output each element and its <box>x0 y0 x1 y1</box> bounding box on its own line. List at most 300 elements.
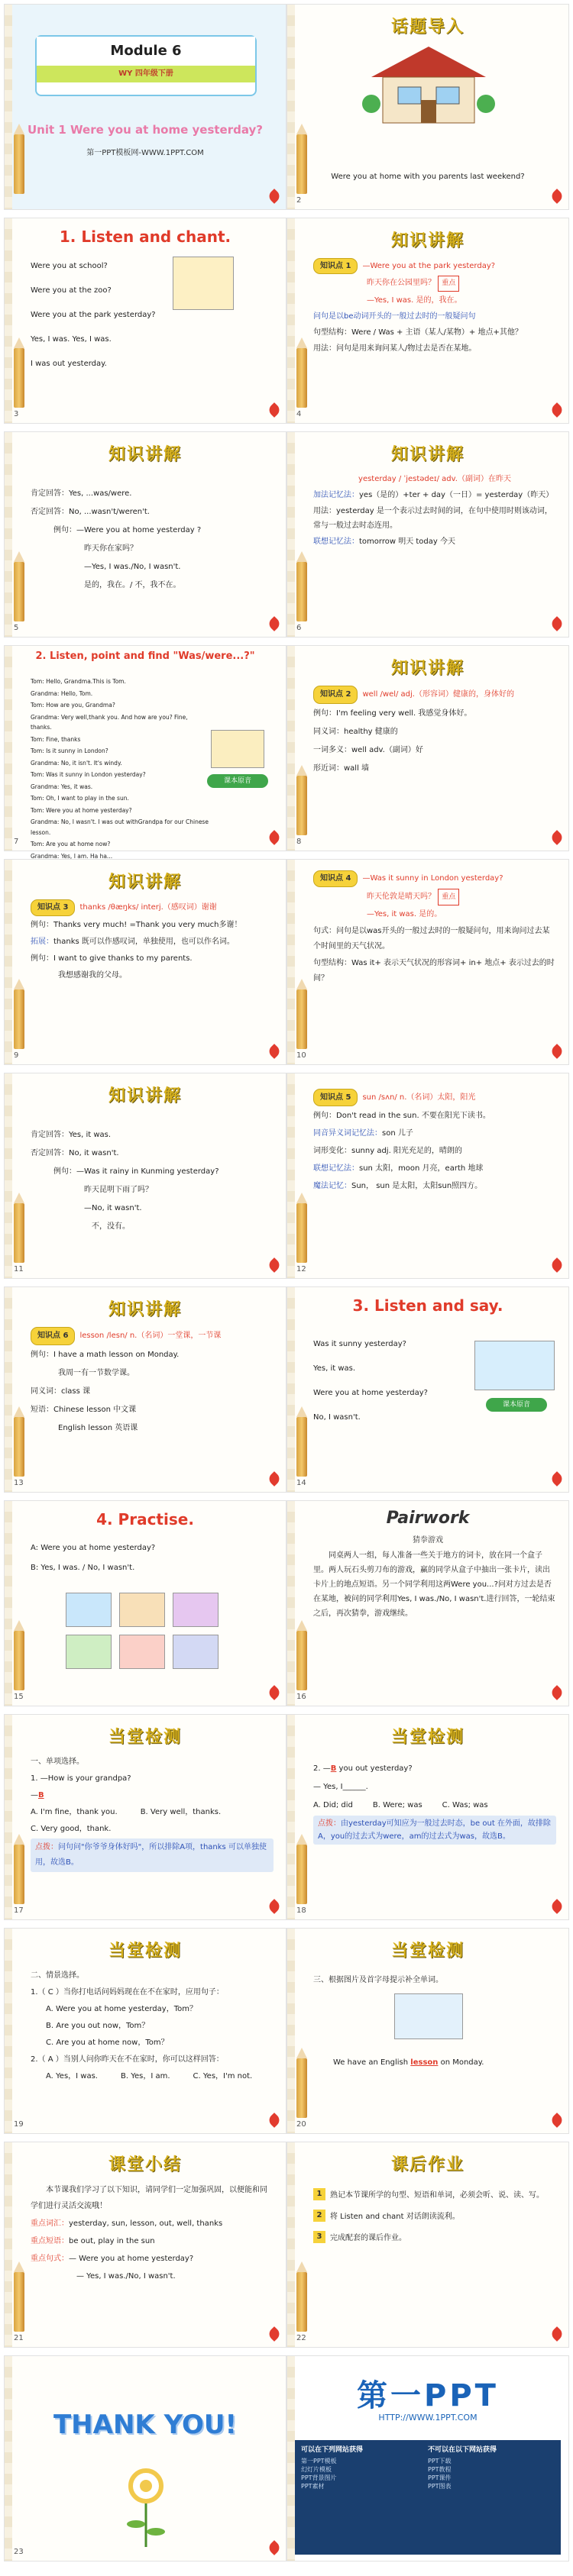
phrase-text: English lesson 英语课 <box>58 1424 138 1432</box>
chant-line: Yes, I was. Yes, I was. <box>31 335 112 344</box>
topic-caption: Were you at home with you parents last weekend? <box>331 173 525 181</box>
syn-label: 同义词： <box>31 1387 61 1396</box>
slide-practise <box>4 1500 286 1706</box>
quiz-section-title: 一、单项选择。 <box>31 1758 84 1766</box>
slide-quiz-1 <box>4 1714 286 1920</box>
fill-sentence-post: on Monday. <box>438 2058 484 2067</box>
quiz-question: 2.（ A ）当别人问你昨天在不在家时，你可以这样回答： <box>31 2055 224 2064</box>
practise-pic-2 <box>119 1593 165 1627</box>
listen-say-illustration <box>474 1341 555 1390</box>
ppt-logo: 第一PPT <box>357 2378 499 2413</box>
slide-heading: 知识讲解 <box>390 231 465 250</box>
slide-knowledge-answers <box>4 431 286 638</box>
module-title: Module 6 <box>37 37 255 66</box>
struct-label: 句式： <box>313 927 336 935</box>
syn-text: healthy 健康的 <box>344 728 398 736</box>
leaf-icon <box>549 402 565 418</box>
tip-label: 点拨： <box>318 1819 341 1828</box>
quiz-answer: B <box>330 1764 337 1773</box>
ex-label: 例句： <box>31 1351 53 1359</box>
practise-pic-6 <box>173 1635 219 1669</box>
pencil-icon <box>296 1631 307 1690</box>
usage-label: 用法： <box>313 344 336 353</box>
slide-knowledge-3 <box>4 859 286 1065</box>
ppt-link[interactable]: 幻灯片模板 <box>301 2466 332 2473</box>
slide-dialogue <box>4 645 286 860</box>
slide-number: 12 <box>296 1265 306 1273</box>
homework-text: 熟记本节课所学的句型、短语和单词，必须会听、说、读、写。 <box>330 2191 544 2200</box>
summary-words: yesterday, sun, lesson, out, well, thanks <box>69 2219 223 2228</box>
form-label: 形近词： <box>313 764 344 773</box>
grammar-note: 问句是以be动词开头的一般过去时的一般疑问句 <box>313 312 476 321</box>
ex-label: 例句： <box>313 1112 336 1120</box>
homework-text: 完成配套的课后作业。 <box>330 2234 406 2242</box>
slide-number: 19 <box>14 2120 24 2129</box>
slide-number: 23 <box>14 2548 24 2556</box>
multi-text: well adv.（副词）好 <box>351 746 423 754</box>
slide-number: 20 <box>296 2120 306 2129</box>
example-question: —Was it sunny in London yesterday? <box>362 874 503 883</box>
quiz-option: B. Were; was <box>372 1801 422 1809</box>
ex-label: 例句： <box>31 921 53 929</box>
leaf-icon <box>549 189 565 204</box>
slide-heading: 知识讲解 <box>390 659 465 678</box>
pencil-icon <box>296 2272 307 2332</box>
knowledge-badge: 知识点 1 <box>313 258 358 274</box>
ppt-link[interactable]: PPT图表 <box>428 2483 452 2490</box>
example-answer: —Yes, it was. 是的。 <box>367 910 442 918</box>
vocab-word: thanks /θæŋks/ interj.（感叹词）谢谢 <box>79 903 217 912</box>
slide-heading: 课后作业 <box>390 2155 465 2174</box>
chant-line: Were you at the zoo? <box>31 286 112 295</box>
slide-pairwork <box>286 1500 569 1706</box>
chant-line: I was out yesterday. <box>31 360 107 368</box>
pencil-icon <box>14 2272 24 2332</box>
pencil-icon <box>296 989 307 1049</box>
aff-label: 肯定回答： <box>31 1131 69 1139</box>
quiz-question-post: you out yesterday? <box>338 1764 413 1773</box>
dialogue-line: Tom: Are you at home now? <box>31 841 111 847</box>
leaf-icon <box>267 2540 282 2555</box>
ex-text-cn: 我想感谢我的父母。 <box>58 971 127 980</box>
slide-knowledge-2 <box>286 645 569 851</box>
slide-number: 2 <box>296 196 302 205</box>
leaf-icon <box>549 1899 565 1914</box>
dialogue-line: Tom: Were you at home yesterday? <box>31 806 132 814</box>
leaf-icon <box>549 830 565 845</box>
leaf-icon <box>267 402 282 418</box>
tip-text: 由yesterday可知应为一般过去时态，be out 在外面，故排除A，you的过去式为were，am的过去式为was，故选B。 <box>318 1819 551 1841</box>
slide-number: 10 <box>296 1051 306 1060</box>
slide-number: 5 <box>14 624 19 632</box>
slide-heading: 4. Practise. <box>96 1510 194 1528</box>
leaf-icon <box>267 1044 282 1059</box>
slide-knowledge-6 <box>4 1286 286 1493</box>
cover-banner <box>35 35 257 96</box>
game-instructions: 同桌两人一组，每人准备一些关于地方的词卡，放在同一个盒子里。两人玩石头剪刀布的游戏，赢的同学从盒子中抽出一张卡片，读出卡片上的地点短语。另一个同学利用这两Were you...?问对方过去是否在某地，被问的同学利用Yes, I was./No, I wasn't.进行回答，一轮结束之后，再次猜拳，游戏继续。 <box>313 1551 555 1618</box>
pencil-icon <box>14 1203 24 1263</box>
leaf-icon <box>549 1471 565 1487</box>
ex-text: I want to give thanks to my parents. <box>53 954 193 963</box>
example-question: —Were you at the park yesterday? <box>362 262 496 270</box>
practise-pic-5 <box>119 1635 165 1669</box>
neg-label: 否定回答： <box>31 508 69 516</box>
homework-item <box>313 2231 556 2246</box>
homework-text: 将 Listen and chant 对话朗读流利。 <box>330 2213 460 2221</box>
assoc-label: 联想记忆法： <box>313 537 359 546</box>
ppt-link[interactable]: PPT教程 <box>428 2466 452 2473</box>
homework-number: 3 <box>313 2231 325 2243</box>
game-title: 猜拳游戏 <box>413 1536 443 1545</box>
pencil-icon <box>296 562 307 621</box>
dialogue-line: Grandma: Hello, Tom. <box>31 689 93 697</box>
ex-text: I have a math lesson on Monday. <box>53 1351 180 1359</box>
flower-icon <box>119 2463 173 2547</box>
quiz-question: 1. —How is your grandpa? <box>31 1774 131 1783</box>
assoc-text: tomorrow 明天 today 今天 <box>359 537 455 546</box>
slide-knowledge-yesterday <box>286 431 569 638</box>
vocab-word: well /wel/ adj.（形容词）健康的，身体好的 <box>362 690 514 699</box>
leaf-icon <box>549 2113 565 2128</box>
slide-number: 18 <box>296 1906 306 1915</box>
homo-text: son 儿子 <box>382 1129 413 1138</box>
ppt-site-link[interactable]: HTTP://WWW.1PPT.COM <box>378 2413 478 2423</box>
summary-phrases: be out, play in the sun <box>69 2237 155 2245</box>
slide-number: 9 <box>14 1051 19 1060</box>
slide-number: 14 <box>296 1479 306 1487</box>
quiz-option: A. Yes，I was. <box>46 2072 98 2080</box>
slide-heading: 当堂检测 <box>108 1942 182 1961</box>
ex-line: —Were you at home yesterday ? <box>76 526 202 534</box>
leaf-icon <box>267 830 282 845</box>
slide-number: 22 <box>296 2334 306 2342</box>
quiz-option: A. Were you at home yesterday，Tom？ <box>46 2005 197 2013</box>
lesson-illustration <box>394 1993 463 2039</box>
form-text: sunny adj. 阳光充足的，晴朗的 <box>351 1147 462 1155</box>
homo-label: 同音异义词记忆法： <box>313 1129 382 1138</box>
slide-number: 16 <box>296 1693 306 1701</box>
slide-number: 3 <box>14 410 19 418</box>
usage-label: 用法： <box>313 507 336 515</box>
pencil-icon <box>296 1203 307 1263</box>
practise-pic-1 <box>66 1593 112 1627</box>
dialogue-line: Tom: Hello, Grandma.This is Tom. <box>31 678 126 685</box>
quiz-reply: — Yes, I______. <box>313 1783 368 1791</box>
key-tag: 重点 <box>438 276 459 292</box>
ext-label: 拓展： <box>31 938 53 946</box>
pencil-icon <box>296 348 307 408</box>
leaf-icon <box>549 1044 565 1059</box>
leaf-icon <box>549 616 565 631</box>
slide-knowledge-answers-2 <box>4 1073 286 1279</box>
thank-you-text: THANK YOU! <box>53 2410 238 2440</box>
slide-number: 4 <box>296 410 302 418</box>
quiz-option: C. Was; was <box>442 1801 488 1809</box>
slide-heading: 当堂检测 <box>108 1728 182 1747</box>
knowledge-badge: 知识点 5 <box>313 1089 358 1106</box>
form-text: wall 墙 <box>344 764 370 773</box>
pencil-icon <box>14 1845 24 1904</box>
quiz-question-pre: 2. — <box>313 1764 331 1773</box>
chant-illustration <box>173 257 234 310</box>
magic-label: 魔法记忆： <box>313 1182 351 1190</box>
leaf-icon <box>267 2113 282 2128</box>
quiz-option: A. I'm fine，thank you. <box>31 1808 118 1816</box>
quiz-section-title: 三、根据图片及首字母提示补全单词。 <box>313 1976 443 1984</box>
slide-heading: 知识讲解 <box>108 1300 182 1319</box>
slide-number: 21 <box>14 2334 24 2342</box>
slide-cover <box>4 4 286 210</box>
leaf-icon <box>267 1899 282 1914</box>
slide-heading: 知识讲解 <box>108 873 182 892</box>
slide-number: 17 <box>14 1906 24 1915</box>
slide-knowledge-1 <box>286 218 569 424</box>
ex-line-cn: 不，没有。 <box>92 1222 130 1231</box>
ppt-link[interactable]: PPT下载 <box>428 2458 452 2465</box>
dialogue-line: Grandma: Very well,thank you. And how are you? Fine, thanks. <box>31 713 188 731</box>
example-question-cn: 昨天你在公园里吗？ <box>367 279 435 287</box>
leaf-icon <box>549 1257 565 1273</box>
dialogue-line: Grandma: Yes, I am. Ha ha... <box>31 852 113 860</box>
struct-text: 问句是以was开头的一般过去时的一般疑问句，用来询问过去某个时间里的天气状况。 <box>313 927 550 951</box>
leaf-icon <box>549 1685 565 1700</box>
summary-sentences-label: 重点句式： <box>31 2255 69 2263</box>
pencil-icon <box>14 348 24 408</box>
pencil-icon <box>14 989 24 1049</box>
slide-number: 8 <box>296 838 302 846</box>
leaf-icon <box>267 616 282 631</box>
slide-summary <box>4 2142 286 2348</box>
slide-heading: 当堂检测 <box>390 1728 465 1747</box>
example-question-cn: 昨天伦敦是晴天吗？ <box>367 893 435 901</box>
assoc-label: 联想记忆法： <box>313 1164 359 1173</box>
pencil-icon <box>296 776 307 835</box>
slide-listen-say <box>286 1286 569 1493</box>
pencil-icon <box>296 2058 307 2118</box>
ext-text: thanks 既可以作感叹词，单独使用，也可以作名词。 <box>53 938 235 946</box>
quiz-blank-prefix: — <box>31 1791 38 1800</box>
ex-line: —Yes, I was./No, I wasn't. <box>84 563 181 571</box>
quiz-option: C. Are you at home now，Tom？ <box>46 2039 169 2047</box>
pencil-icon <box>14 1631 24 1690</box>
knowledge-badge: 知识点 4 <box>313 870 358 887</box>
struct-text: Were / Was + 主语（某人/某物）+ 地点+其他？ <box>351 328 523 337</box>
dialogue-line: Tom: How are you, Grandma? <box>31 702 115 709</box>
quiz-option: B. Very well，thanks. <box>140 1808 222 1816</box>
quiz-option: B. Are you out now，Tom？ <box>46 2022 150 2030</box>
example-answer: —Yes, I was. 是的，我在。 <box>367 296 462 305</box>
neg-text: No, it wasn't. <box>69 1149 119 1157</box>
quiz-section-title: 二、情景选择。 <box>31 1971 84 1980</box>
grade-label: WY 四年级下册 <box>37 66 255 82</box>
ppt-link[interactable]: PPT课件 <box>428 2474 452 2481</box>
practise-line-b: B: Yes, I was. / No, I wasn't. <box>31 1564 135 1572</box>
homework-item <box>313 2210 556 2225</box>
pencil-icon <box>14 562 24 621</box>
tip-label: 点拨： <box>35 1843 58 1851</box>
usage-text: 问句是用来询问某人/物过去是否在某地。 <box>336 344 477 353</box>
ppt-link[interactable]: PPT素材 <box>301 2483 325 2490</box>
aff-label: 肯定回答： <box>31 489 69 498</box>
dialogue-line: Tom: Oh, I want to play in the sun. <box>31 795 129 802</box>
slide-ppt-ad <box>286 2355 569 2561</box>
form-label: 词形变化： <box>313 1147 351 1155</box>
summary-sentence: — Yes, I was./No, I wasn't. <box>76 2272 176 2281</box>
ex-text: Don't read in the sun. 不要在阳光下读书。 <box>336 1112 490 1120</box>
pencil-icon <box>14 1417 24 1477</box>
slide-number: 11 <box>14 1265 24 1273</box>
aff-text: Yes, ...was/were. <box>69 489 132 498</box>
practise-pic-3 <box>173 1593 219 1627</box>
dialogue-line: Grandma: No, I wasn't. I was out withGrandpa for our Chinese lesson. <box>31 818 209 836</box>
slide-quiz-4 <box>286 1928 569 2134</box>
slide-heading: 课堂小结 <box>108 2155 182 2174</box>
phrase-text: Chinese lesson 中文课 <box>53 1406 137 1414</box>
dialogue-line: No, I wasn't. <box>313 1413 361 1422</box>
pencil-icon <box>296 134 307 194</box>
vocab-word: sun /sʌn/ n.（名词）太阳，阳光 <box>362 1093 476 1102</box>
slide-thank-you <box>4 2355 286 2561</box>
pencil-icon <box>14 134 24 194</box>
ex-line: —No, it wasn't. <box>84 1204 142 1212</box>
slide-heading: 知识讲解 <box>108 1086 182 1106</box>
knowledge-badge: 知识点 3 <box>31 899 75 916</box>
quiz-answer: B <box>38 1791 44 1800</box>
slide-number: 6 <box>296 624 302 632</box>
audio-button[interactable]: 课本原音 <box>486 1398 547 1412</box>
slide-quiz-2 <box>286 1714 569 1920</box>
pattern-label: 句型结构： <box>313 959 351 967</box>
site-credit: 第一PPT模板网-WWW.1PPT.COM <box>86 149 204 157</box>
ex-line: —Was it rainy in Kunming yesterday? <box>76 1167 219 1176</box>
slide-heading: Pairwork <box>386 1509 470 1528</box>
slide-number: 7 <box>14 838 19 846</box>
ppt-col-heading: 不可以在以下网站获得 <box>428 2446 497 2454</box>
assoc-text: sun 太阳，moon 月亮，earth 地球 <box>359 1164 484 1173</box>
dialogue-line: Tom: Fine, thanks <box>31 735 81 743</box>
ex-label: 例句： <box>31 954 53 963</box>
homework-number: 2 <box>313 2210 325 2222</box>
ppt-link-panel <box>295 2440 561 2555</box>
magic-text: Sun， sun 是太阳，太阳sun照四方。 <box>351 1182 483 1190</box>
dialogue-line: Grandma: No, it isn't. It's windy. <box>31 759 122 767</box>
vocab-word: yesterday / ˈjestədeɪ/ adv.（副词）在昨天 <box>358 475 511 483</box>
phrase-label: 短语： <box>31 1406 53 1414</box>
dialogue-line: Grandma: Yes, it was. <box>31 783 93 790</box>
practise-pic-4 <box>66 1635 112 1669</box>
summary-phrases-label: 重点短语： <box>31 2237 69 2245</box>
syn-label: 同义词： <box>313 728 344 736</box>
quiz-option: C. Very good，thank. <box>31 1825 112 1833</box>
mem-label: 加法记忆法： <box>313 491 359 499</box>
multi-label: 一词多义： <box>313 746 351 754</box>
quiz-question: 1.（ C ）当你打电话问妈妈现在在不在家时，应用句子： <box>31 1988 224 1997</box>
leaf-icon <box>267 2326 282 2342</box>
pencil-icon <box>296 1417 307 1477</box>
slide-heading: 当堂检测 <box>390 1942 465 1961</box>
vocab-word: lesson /lesn/ n.（名词）一堂课，一节课 <box>79 1332 222 1340</box>
house-illustration <box>364 43 494 127</box>
unit-title: Unit 1 Were you at home yesterday? <box>27 123 264 137</box>
homework-number: 1 <box>313 2188 325 2200</box>
knowledge-badge: 知识点 6 <box>31 1327 75 1345</box>
key-tag: 重点 <box>438 889 459 905</box>
slide-knowledge-5 <box>286 1073 569 1279</box>
neg-label: 否定回答： <box>31 1149 69 1157</box>
leaf-icon <box>549 2326 565 2342</box>
slide-heading: 3. Listen and say. <box>352 1296 503 1315</box>
slide-topic-intro <box>286 4 569 210</box>
practise-line-a: A: Were you at home yesterday? <box>31 1544 156 1552</box>
ppt-link[interactable]: PPT背景图片 <box>301 2474 337 2481</box>
slide-heading: 1. Listen and chant. <box>59 228 231 246</box>
quiz-option: A. Did; did <box>313 1801 353 1809</box>
chant-line: Were you at school? <box>31 262 108 270</box>
fill-answer: lesson <box>410 2058 439 2067</box>
dialogue-line: Yes, it was. <box>313 1364 356 1373</box>
leaf-icon <box>267 1257 282 1273</box>
tip-text: 问句问"你爷爷身体好吗"，所以排除A项，thanks 可以单独使用，故选B。 <box>35 1843 267 1867</box>
aff-text: Yes, it was. <box>69 1131 112 1139</box>
struct-label: 句型结构： <box>313 328 351 337</box>
pattern-text: Was it+ 表示天气状况的形容词+ in+ 地点+ 表示过去的时间？ <box>313 959 555 983</box>
quiz-option: B. Yes，I am. <box>121 2072 170 2080</box>
slide-homework <box>286 2142 569 2348</box>
slide-heading: 话题导入 <box>390 18 465 37</box>
dialogue-illustration <box>211 730 264 768</box>
slide-heading: 2. Listen, point and find "Was/were...?" <box>35 650 255 662</box>
summary-sentence: — Were you at home yesterday? <box>69 2255 194 2263</box>
slide-heading: 知识讲解 <box>108 445 182 464</box>
dialogue-line: Were you at home yesterday? <box>313 1389 428 1397</box>
audio-button[interactable]: 课本原音 <box>207 774 268 788</box>
leaf-icon <box>267 1471 282 1487</box>
summary-words-label: 重点词汇： <box>31 2219 69 2228</box>
ex-line-cn: 昨天你在家吗？ <box>84 544 138 553</box>
leaf-icon <box>267 1685 282 1700</box>
fill-sentence-pre: We have an English <box>333 2058 411 2067</box>
ex-text: Thanks very much! =Thank you very much多谢！ <box>53 921 242 929</box>
ex-label: 例句： <box>53 526 76 534</box>
slide-knowledge-4 <box>286 859 569 1065</box>
ex-label: 例句： <box>313 709 336 718</box>
slide-quiz-3 <box>4 1928 286 2134</box>
slide-number: 15 <box>14 1693 24 1701</box>
slide-number: 13 <box>14 1479 24 1487</box>
mem-text: yes（是的）+ter + day（一日）= yesterday（昨天） <box>359 491 554 499</box>
ppt-link[interactable]: 第一PPT模板 <box>301 2458 337 2465</box>
syn-text: class 课 <box>61 1387 91 1396</box>
knowledge-badge: 知识点 2 <box>313 686 358 704</box>
neg-text: No, ...wasn't/weren't. <box>69 508 150 516</box>
ex-line-cn: 是的，我在。/ 不，我不在。 <box>84 581 181 589</box>
ex-line-cn: 昨天昆明下雨了吗？ <box>84 1186 153 1194</box>
dialogue-line: Was it sunny yesterday? <box>313 1340 406 1348</box>
ex-text-cn: 我周一有一节数学课。 <box>58 1369 134 1377</box>
pencil-icon <box>296 1845 307 1904</box>
summary-intro: 本节课我们学习了以下知识，请同学们一定加强巩固，以便能和同学们进行灵活交流哦！ <box>31 2186 267 2210</box>
dialogue-line: Tom: Was it sunny in London yesterday? <box>31 771 146 778</box>
slide-listen-chant <box>4 218 286 424</box>
ex-label: 例句： <box>53 1167 76 1176</box>
slide-heading: 知识讲解 <box>390 445 465 464</box>
homework-item <box>313 2188 556 2203</box>
usage-text: yesterday 是一个表示过去时间的词，在句中使用时则该动词，常与一般过去时态连用。 <box>313 507 552 530</box>
ppt-col-heading: 可以在下列网站获得 <box>301 2446 364 2454</box>
chant-line: Were you at the park yesterday? <box>31 311 156 319</box>
dialogue-line: Tom: Is it sunny in London? <box>31 747 108 754</box>
leaf-icon <box>267 189 282 204</box>
